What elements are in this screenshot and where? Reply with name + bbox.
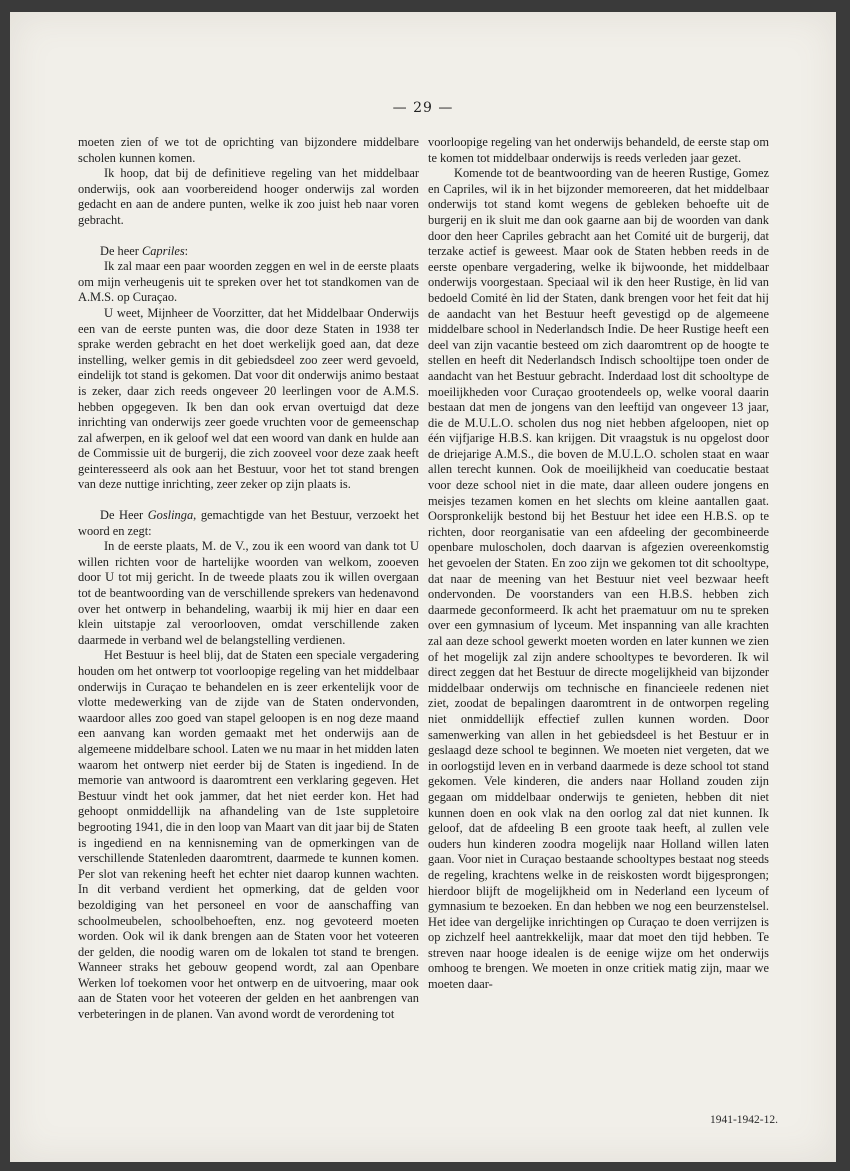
paragraph: Komende tot de beantwoording van de heeren Rustige, Gomez en Capriles, wil ik in het bijzonder memoreeren, dat het middelbaar onderwijs tot stand komt wegens de gebleken behoefte uit de burgerij en ik sluit me dan ook gaarne aan bij de woorden van dank door den heer Capriles gebracht aan het Comité uit de burgerij, dat terzake actief is geweest. Maar ook de Staten hebben reeds in de eerste openbare vergadering, welke ik bijwoonde, het middelbaar onderwijs voorgestaan. Speciaal wil ik den heer Rustige, èn lid van bedoeld Comité èn lid der Staten, dank brengen voor het feit dat hij de aandacht van het Bestuur heeft gevestigd op de algemeene middelbare school in Nederlandsch Indie. De heer Rustige heeft een deel van zijn vacantie besteed om zich daaromtrent op de hoogte te stellen en heeft dit Nederlandsch Indisch schooltijpe toen onder de aandacht van het Bestuur gebracht. Inderdaad lost dit schooltype de moeilijkheden voor Curaçao grootendeels op, welke vooral daarin bestaan dat men de jongens van den leeftijd van ongeveer 13 jaar, die de M.U.L.O. scholen dus nog niet hebben afgeloopen, niet op één vijfjarige H.B.S. kan krijgen. Dit vraagstuk is nu opgelost door de driejarige A.M.S., die boven de M.U.L.O. scholen staat en waar allen terecht kunnen. Ook de moeilijkheid van coeducatie bestaat voor deze school niet in die mate, daar alleen oudere jongens en meisjes tezamen komen en het slechts om kleine aantallen gaat. Oorspronkelijk bestond bij het Bestuur het idee een H.B.S. op te richten, door reorganisatie van een afdeeling der gecombineerde openbare muloscholen, doch daarvan is afgezien overeenkomstig het gevoelen der Staten. En zoo zijn we gekomen tot dit schooltype, dat naar de meening van het Bestuur niet veel bezwaar heeft ondervonden. De voorstanders van een H.B.S. hebben zich daarmede geconformeerd. Ik acht het praematuur om nu te spreken over een gymnasium of lyceum. Met inspanning van alle krachten zal aan deze school gewerkt moeten worden en later kunnen we zien of het mogelijk zal zijn andere schooltypes te bevorderen. Ik wil direct zeggen dat het Bestuur de directe mogelijkheid van bijzonder middelbaar onderwijs om technische en financieele redenen niet ziet, zoodat de bepalingen daaromtrent in de ontworpen regeling niet onmiddellijk effectief zullen kunnen worden. Door samenwerking van allen in het gebiedsdeel is het Bestuur er in geslaagd deze school te beginnen. We moeten niet vergeten, dat we in oorlogstijd leven en in verband daarmede is deze school tot stand gekomen. Vele kinderen, die anders naar Holland zouden zijn gegaan om middelbaar onderwijs te genieten, hebben dit niet kunnen doen en ook vlak na den oorlog zal dat niet kunnen. Ik geloof, dat de afdeeling B een groote taak heeft, al zullen vele ouders hun kinderen zoodra mogelijk naar Holland willen laten gaan. Voor niet in Curaçao bestaande schooltypes bestaat nog steeds de regeling, krachtens welke in de reiskosten wordt bijgesprongen; hierdoor blijft de mogelijkheid om in Nederland een lyceum of gymnasium te bezoeken. En dan hebben we nog een beurzenstelsel. Het idee van dergelijke inrichtingen op Curaçao te doen verrijzen is op zichzelf heel aantrekkelijk, maar dat moet den tijd hebben. Te streven naar hooge idealen is de eenige wijze om het onderwijs omhoog te brengen. We moeten in onze critiek matig zijn, maar we moeten daar- <box>428 166 769 992</box>
speaker-prefix: De Heer <box>100 508 148 523</box>
speaker-name: Goslinga <box>147 508 194 523</box>
paragraph: In de eerste plaats, M. de V., zou ik een woord van dank tot U willen richten voor de hartelijke woorden van welkom, zooeven door U tot mij gericht. In de tweede plaats zou ik willen overgaan tot de beantwoording van de verschillende sprekers van hedenavond over het ontwerp in behandeling, waarbij ik mij hier en daar een klein uitstapje zal veroorlooven, omdat verschillende zaken daarmede in verband wel de belangstelling verdienen. <box>78 539 419 647</box>
left-column <box>78 135 419 1023</box>
paragraph: Ik zal maar een paar woorden zeggen en wel in de eerste plaats om mijn verheugenis uit te spreken over het tot standkomen van de A.M.S. op Curaçao. <box>78 259 419 305</box>
page-number: — 29 — <box>392 100 454 116</box>
footer-code: 1941-1942-12. <box>709 1114 778 1126</box>
speaker-heading <box>78 508 419 539</box>
speaker-heading <box>78 244 419 260</box>
speaker-name: Capriles <box>141 243 185 258</box>
paragraph: U weet, Mijnheer de Voorzitter, dat het Middelbaar Onderwijs een van de eerste punten was, die door deze Staten in 1938 ter sprake werden gebracht en het doet werkelijk goed aan, dat deze instelling, welker gemis in dit gebiedsdeel zoo zeer werd gevoeld, eindelijk tot stand is gekomen. Dat voor dit onderwijs animo bestaat is zeker, daar zich reeds ongeveer 20 leerlingen voor de A.M.S. hebben opgegeven. Ik ben dan ook ervan overtuigd dat deze inrichting van onderwijs zeer goede vruchten voor de gemeenschap zal afwerpen, en ik geloof wel dat een woord van dank en hulde aan de Commissie uit de burgerij, die zich zooveel voor deze zaak heeft geinteresseerd als ook aan het Bestuur, voor het tot stand brengen van deze nuttige inrichting, zeer zeker op zijn plaats is. <box>78 305 419 492</box>
paragraph: Ik hoop, dat bij de definitieve regeling van het middelbaar onderwijs, ook aan voorbereidend hooger onderwijs zal worden gedacht en aan de andere punten, welke ik zoo juist heb naar voren gebracht. <box>78 166 419 227</box>
speaker-suffix: : <box>184 243 189 258</box>
paragraph: voorloopige regeling van het onderwijs behandeld, de eerste stap om te komen tot middelbaar onderwijs is reeds verleden jaar gezet. <box>428 135 769 165</box>
paragraph: moeten zien of we tot de oprichting van bijzondere middelbare scholen kunnen komen. <box>78 135 419 165</box>
paragraph: Het Bestuur is heel blij, dat de Staten een speciale vergadering houden om het ontwerp tot voorloopige regeling van het middelbaar onderwijs in Curaçao te behandelen en is zeer erkentelijk voor de vlotte medewerking van de zijde van de Staten ondervonden, waardoor alles zoo goed van stapel geloopen is en nog deze maand een aanvang kan worden gemaakt met het onderwijs aan de algemeene middelbare school. Laten we nu maar in het midden laten waarom het ontwerp niet eerder bij de Staten is ingediend. In de memorie van antwoord is daaromtrent een verklaring gegeven. Het Bestuur vindt het ook jammer, dat het niet eerder kon. Het had gehoopt onmiddellijk na afhandeling van de 1ste suppletoire begrooting 1941, die in den loop van Maart van dit jaar bij de Staten is ingediend en na kennisneming van de opmerkingen van de verschillende Statenleden daaromtrent, daarmede te kunnen komen. Per slot van rekening heeft het echter niet daarop kunnen wachten. In dit verband verdient het opmerking, dat de gelden voor bezoldiging van het personeel en voor de aanschaffing van schoolmeubelen, schoolbehoeften, enz. nog gevoteerd moeten worden. Ook wil ik dank brengen aan de Staten voor het voteeren der gelden, die noodig waren om de lokalen tot stand te brengen. Wanneer straks het gebouw geopend wordt, zal aan Openbare Werken lof toekomen voor het ontwerp en de uitvoering, maar ook aan de Staten voor het voteeren der gelden en het aanbrengen van verbeteringen in de planen. Van avond wordt de verordening tot <box>78 648 419 1022</box>
right-column <box>428 135 769 993</box>
speaker-prefix: De heer <box>100 243 142 258</box>
document-page <box>10 12 836 1162</box>
speaker-suffix: , gemachtigde van het Bestuur, verzoekt het woord en zegt: <box>78 508 420 538</box>
